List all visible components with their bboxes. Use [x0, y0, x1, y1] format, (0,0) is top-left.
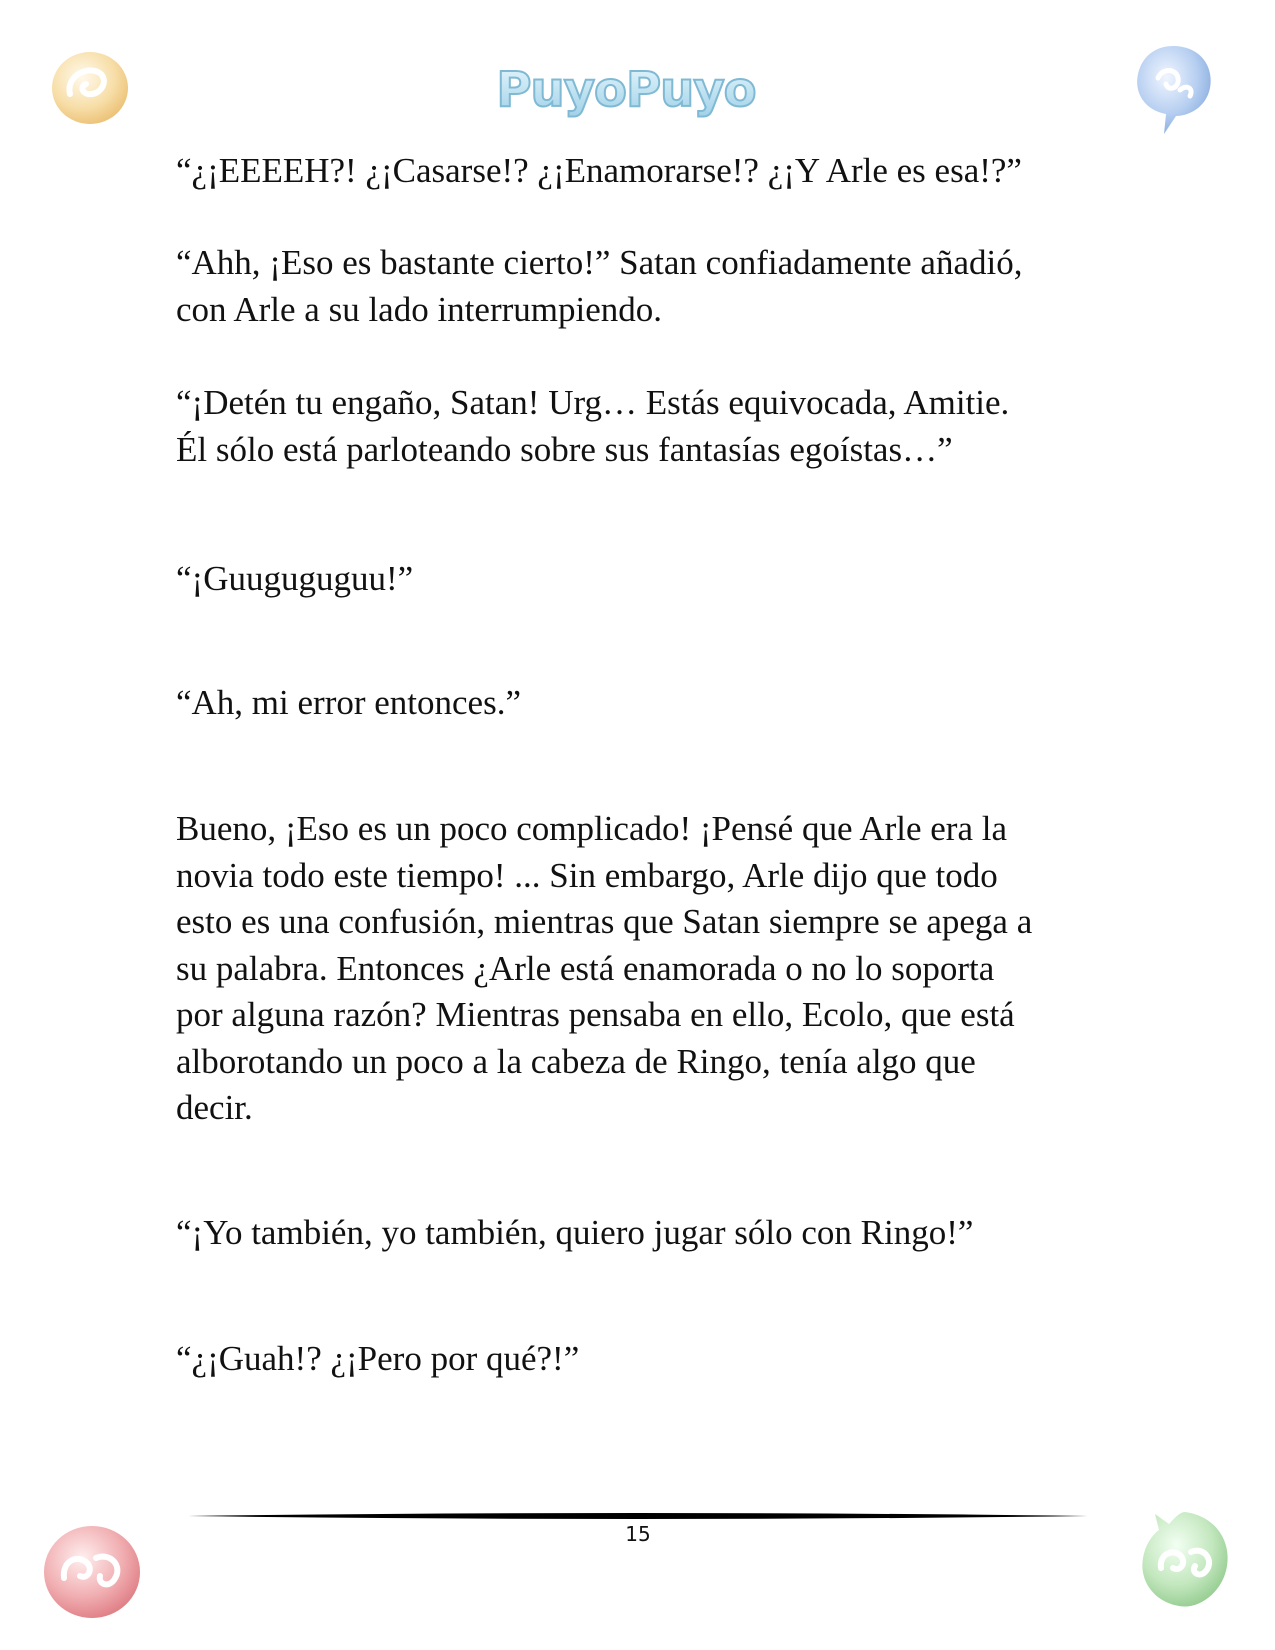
paragraph-3: “¡Detén tu engaño, Satan! Urg… Estás equivocada, Amitie. Él sólo está parloteando sobre sus fantasías egoístas…” — [176, 383, 1010, 469]
paragraph-1: “¿¡EEEEH?! ¿¡Casarse!? ¿¡Enamorarse!? ¿¡Y Arle es esa!?” — [176, 151, 1022, 190]
paragraph-4: “¡Guuguguguu!” — [176, 559, 414, 598]
logo-text: PuyoPuyo — [496, 62, 756, 118]
blue-puyo-icon — [1128, 38, 1238, 148]
paragraph-6: Bueno, ¡Eso es un poco complicado! ¡Pensé que Arle era la novia todo este tiempo! ... Sin embargo, Arle dijo que todo esto es una confusión, mientras que Satan siempre se apega a su palabra. Entonces ¿Arle está enamorada o no lo soporta por alguna razón? Mientras pensaba en ello, Ecolo, que está alborotando un poco a la cabeza de Ringo, tenía algo que decir. — [176, 809, 1033, 1127]
puyopuyo-logo — [486, 52, 766, 132]
page-number: 15 — [625, 1522, 651, 1546]
red-puyo-icon — [40, 1518, 150, 1628]
yellow-puyo-icon — [44, 42, 154, 152]
paragraph-5: “Ah, mi error entonces.” — [176, 683, 521, 722]
paragraph-2: “Ahh, ¡Eso es bastante cierto!” Satan confiadamente añadió, con Arle a su lado interrumpiendo. — [176, 243, 1023, 329]
green-puyo-icon — [1135, 1506, 1245, 1616]
paragraph-7: “¡Yo también, yo también, quiero jugar sólo con Ringo!” — [176, 1213, 974, 1252]
paragraph-8: “¿¡Guah!? ¿¡Pero por qué?!” — [176, 1339, 580, 1378]
footer-divider — [188, 1508, 1088, 1518]
